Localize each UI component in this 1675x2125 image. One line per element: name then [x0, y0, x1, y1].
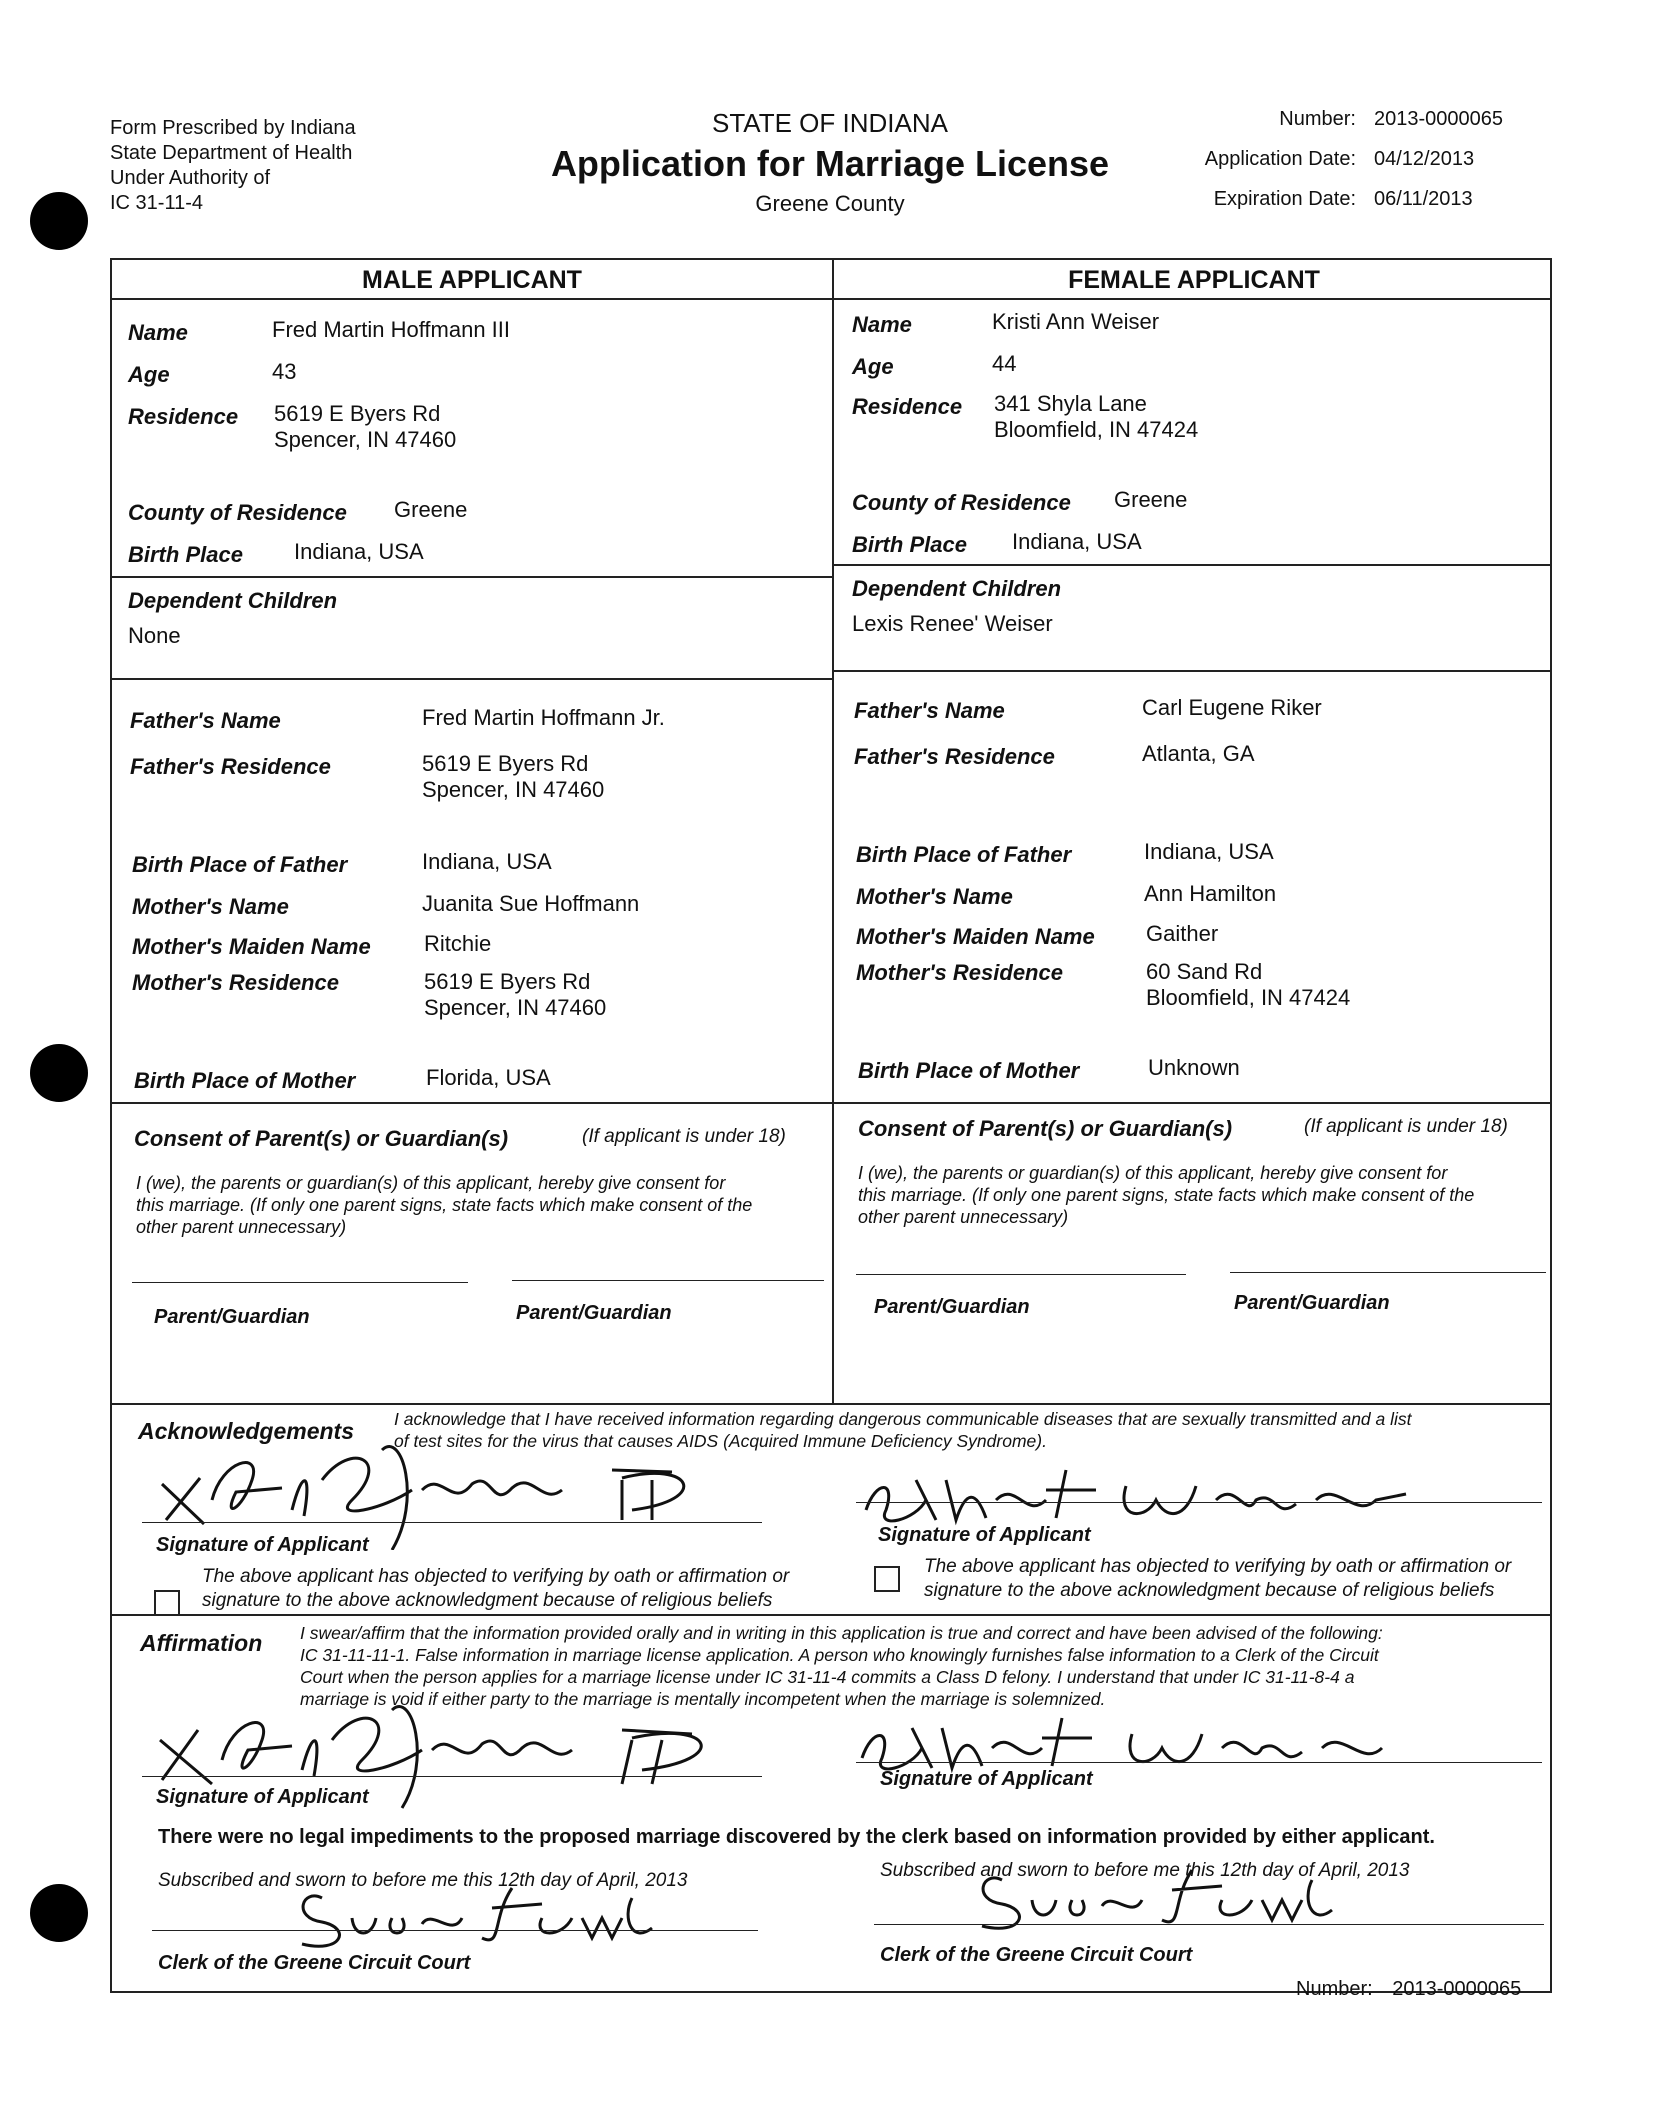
male-consent-title: Consent of Parent(s) or Guardian(s): [134, 1126, 509, 1151]
female-mothers-name: Ann Hamilton: [1144, 881, 1277, 906]
male-objection-text: The above applicant has objected to verifying by oath or affirmation or: [202, 1566, 790, 1587]
male-residence-line2: Spencer, IN 47460: [274, 427, 457, 452]
male-mothers-residence-label: Mother's Residence: [132, 970, 339, 995]
form-title-block: [500, 108, 1160, 217]
male-dependent-children-label: Dependent Children: [128, 588, 338, 613]
divider: [832, 564, 1552, 566]
prescribed-line: State Department of Health: [110, 142, 353, 164]
male-county: Greene: [394, 497, 468, 522]
female-residence-label: Residence: [852, 394, 963, 419]
signature-line: [142, 1522, 762, 1523]
number-value: 2013-0000065: [1374, 108, 1504, 130]
female-applicant-heading: FEMALE APPLICANT: [1068, 266, 1320, 294]
clerk-signature-line: [152, 1930, 758, 1931]
female-mothers-residence-line1: 60 Sand Rd: [1146, 959, 1263, 984]
female-birth-place-mother-label: Birth Place of Mother: [858, 1058, 1080, 1083]
male-age: 43: [272, 359, 297, 384]
state-name: STATE OF INDIANA: [712, 108, 948, 138]
prescribed-notice: [110, 116, 356, 216]
male-fathers-name-label: Father's Name: [130, 708, 281, 733]
divider: [112, 1102, 1552, 1104]
female-birth-place-mother: Unknown: [1148, 1055, 1240, 1080]
female-mothers-residence-label: Mother's Residence: [856, 960, 1063, 985]
female-age: 44: [992, 351, 1017, 376]
affirmation-text: marriage is void if either party to the marriage is mentally incompetent when the marriage is solemnized.: [300, 1689, 1106, 1709]
expiration-date-value: 06/11/2013: [1374, 188, 1473, 210]
divider: [112, 678, 832, 680]
male-objection-text: signature to the above acknowledgment because of religious beliefs: [202, 1590, 773, 1611]
clerk-signature: [972, 1860, 1352, 1940]
female-county-label: County of Residence: [852, 490, 1071, 515]
female-residence-line1: 341 Shyla Lane: [994, 391, 1147, 416]
column-divider: [832, 260, 834, 1405]
female-dependent-children-label: Dependent Children: [852, 576, 1062, 601]
female-objection-checkbox[interactable]: [874, 1566, 900, 1592]
female-subscribed-text: Subscribed and sworn to before me this 12th day of April, 2013: [880, 1860, 1410, 1881]
male-subscribed-text: Subscribed and sworn to before me this 12th day of April, 2013: [158, 1870, 688, 1891]
female-fathers-residence-label: Father's Residence: [854, 744, 1055, 769]
male-consent-text: this marriage. (If only one parent signs, state facts which make consent of the: [136, 1195, 753, 1215]
female-name-label: Name: [852, 312, 912, 337]
female-birth-place-father-label: Birth Place of Father: [856, 842, 1072, 867]
female-affirmation-signature-label: Signature of Applicant: [880, 1768, 1093, 1790]
expiration-date-label: Expiration Date:: [1213, 188, 1356, 210]
county-name: Greene County: [755, 191, 905, 216]
parent-signature-line: [856, 1274, 1186, 1275]
male-birth-place-mother-label: Birth Place of Mother: [134, 1068, 356, 1093]
acknowledgements-text: of test sites for the virus that causes AIDS (Acquired Immune Deficiency Syndrome).: [394, 1431, 1047, 1451]
female-birth-place: Indiana, USA: [1012, 529, 1142, 554]
application-date-label: Application Date:: [1204, 148, 1356, 170]
female-birth-place-father: Indiana, USA: [1144, 839, 1274, 864]
male-birth-place-label: Birth Place: [128, 542, 243, 567]
divider: [832, 670, 1552, 672]
divider: [112, 1403, 1552, 1405]
male-mothers-maiden-label: Mother's Maiden Name: [132, 934, 371, 959]
parent-signature-line: [512, 1280, 824, 1281]
male-county-label: County of Residence: [128, 500, 347, 525]
male-fathers-name: Fred Martin Hoffmann Jr.: [422, 705, 665, 730]
male-fathers-residence-label: Father's Residence: [130, 754, 331, 779]
female-dependent-children: Lexis Renee' Weiser: [852, 611, 1053, 636]
male-consent-text: other parent unnecessary): [136, 1217, 347, 1237]
footer-number-value: 2013-0000065: [1392, 1978, 1522, 2000]
male-mothers-residence-line1: 5619 E Byers Rd: [424, 969, 591, 994]
page-title: Application for Marriage License: [550, 143, 1110, 184]
male-applicant-heading: MALE APPLICANT: [362, 266, 582, 294]
male-name: Fred Martin Hoffmann III: [272, 317, 511, 342]
female-objection-text: signature to the above acknowledgment because of religious beliefs: [924, 1580, 1495, 1601]
acknowledgements-text: I acknowledge that I have received information regarding dangerous communicable diseases that are sexually transmitted and a list: [394, 1409, 1412, 1429]
application-form: [110, 258, 1552, 1993]
female-birth-place-label: Birth Place: [852, 532, 967, 557]
female-name: Kristi Ann Weiser: [992, 309, 1160, 334]
female-age-label: Age: [852, 354, 894, 379]
signature-line: [856, 1502, 1542, 1503]
female-consent-text: I (we), the parents or guardian(s) of this applicant, hereby give consent for: [858, 1163, 1448, 1183]
prescribed-line: Under Authority of: [110, 167, 271, 189]
male-name-label: Name: [128, 320, 188, 345]
male-objection-checkbox[interactable]: [154, 1590, 180, 1616]
male-mothers-maiden: Ritchie: [424, 931, 492, 956]
male-birth-place-father-label: Birth Place of Father: [132, 852, 348, 877]
affirmation-text: I swear/affirm that the information provided orally and in writing in this application is true and correct and have been advised of the following:: [300, 1623, 1383, 1643]
punch-hole: [30, 1884, 88, 1942]
no-impediments-statement: There were no legal impediments to the proposed marriage discovered by the clerk based on information provided by either applicant.: [158, 1826, 1435, 1848]
number-label: Number:: [1279, 108, 1356, 130]
male-dependent-children: None: [128, 623, 181, 648]
female-mothers-residence-line2: Bloomfield, IN 47424: [1146, 985, 1351, 1010]
parent-guardian-label: Parent/Guardian: [154, 1306, 310, 1328]
male-birth-place-father: Indiana, USA: [422, 849, 552, 874]
female-fathers-residence-line1: Atlanta, GA: [1142, 741, 1255, 766]
female-consent-text: other parent unnecessary): [858, 1207, 1069, 1227]
female-consent-text: this marriage. (If only one parent signs, state facts which make consent of the: [858, 1185, 1475, 1205]
clerk-label: Clerk of the Greene Circuit Court: [158, 1952, 471, 1974]
header-info: [1170, 108, 1503, 228]
acknowledgements-title: Acknowledgements: [138, 1418, 354, 1444]
male-affirmation-signature-label: Signature of Applicant: [156, 1786, 369, 1808]
punch-hole: [30, 1044, 88, 1102]
divider: [112, 576, 832, 578]
parent-signature-line: [1230, 1272, 1546, 1273]
female-consent-condition: (If applicant is under 18): [1304, 1116, 1508, 1137]
female-fathers-name: Carl Eugene Riker: [1142, 695, 1322, 720]
female-objection-text: The above applicant has objected to verifying by oath or affirmation or: [924, 1556, 1512, 1577]
female-mothers-maiden: Gaither: [1146, 921, 1219, 946]
divider: [112, 298, 1552, 300]
affirmation-text: Court when the person applies for a marriage license under IC 31-11-4 commits a Class D felony. I understand that under IC 31-11-8-4 a: [300, 1667, 1355, 1687]
parent-guardian-label: Parent/Guardian: [1234, 1292, 1390, 1314]
clerk-signature-line: [874, 1924, 1544, 1925]
prescribed-line: Form Prescribed by Indiana: [110, 117, 356, 139]
punch-hole: [30, 192, 88, 250]
affirmation-title: Affirmation: [140, 1630, 263, 1656]
prescribed-line: IC 31-11-4: [110, 192, 204, 214]
female-mothers-maiden-label: Mother's Maiden Name: [856, 924, 1095, 949]
female-mothers-name-label: Mother's Name: [856, 884, 1013, 909]
male-birth-place: Indiana, USA: [294, 539, 424, 564]
signature-line: [856, 1762, 1542, 1763]
male-fathers-residence-line2: Spencer, IN 47460: [422, 777, 605, 802]
male-birth-place-mother: Florida, USA: [426, 1065, 551, 1090]
male-consent-text: I (we), the parents or guardian(s) of this applicant, hereby give consent for: [136, 1173, 726, 1193]
parent-signature-line: [132, 1282, 468, 1283]
affirmation-text: IC 31-11-11-1. False information in marriage license application. A person who knowingly furnishes false information to a Clerk of the Circuit: [300, 1645, 1379, 1665]
female-ack-signature-label: Signature of Applicant: [878, 1524, 1091, 1546]
male-mothers-name-label: Mother's Name: [132, 894, 289, 919]
footer-number-label: Number:: [1296, 1978, 1373, 2000]
footer-number: [1296, 1978, 1521, 2001]
female-residence-line2: Bloomfield, IN 47424: [994, 417, 1199, 442]
female-fathers-name-label: Father's Name: [854, 698, 1005, 723]
parent-guardian-label: Parent/Guardian: [516, 1302, 672, 1324]
parent-guardian-label: Parent/Guardian: [874, 1296, 1030, 1318]
female-consent-title: Consent of Parent(s) or Guardian(s): [858, 1116, 1233, 1141]
clerk-label: Clerk of the Greene Circuit Court: [880, 1944, 1193, 1966]
clerk-signature: [292, 1878, 672, 1958]
divider: [112, 1614, 1552, 1616]
female-county: Greene: [1114, 487, 1188, 512]
male-mothers-residence-line2: Spencer, IN 47460: [424, 995, 607, 1020]
signature-line: [142, 1776, 762, 1777]
male-fathers-residence-line1: 5619 E Byers Rd: [422, 751, 589, 776]
male-age-label: Age: [128, 362, 170, 387]
male-consent-condition: (If applicant is under 18): [582, 1126, 786, 1147]
male-ack-signature-label: Signature of Applicant: [156, 1534, 369, 1556]
male-mothers-name: Juanita Sue Hoffmann: [422, 891, 640, 916]
male-residence-line1: 5619 E Byers Rd: [274, 401, 441, 426]
application-date-value: 04/12/2013: [1374, 148, 1475, 170]
male-residence-label: Residence: [128, 404, 239, 429]
